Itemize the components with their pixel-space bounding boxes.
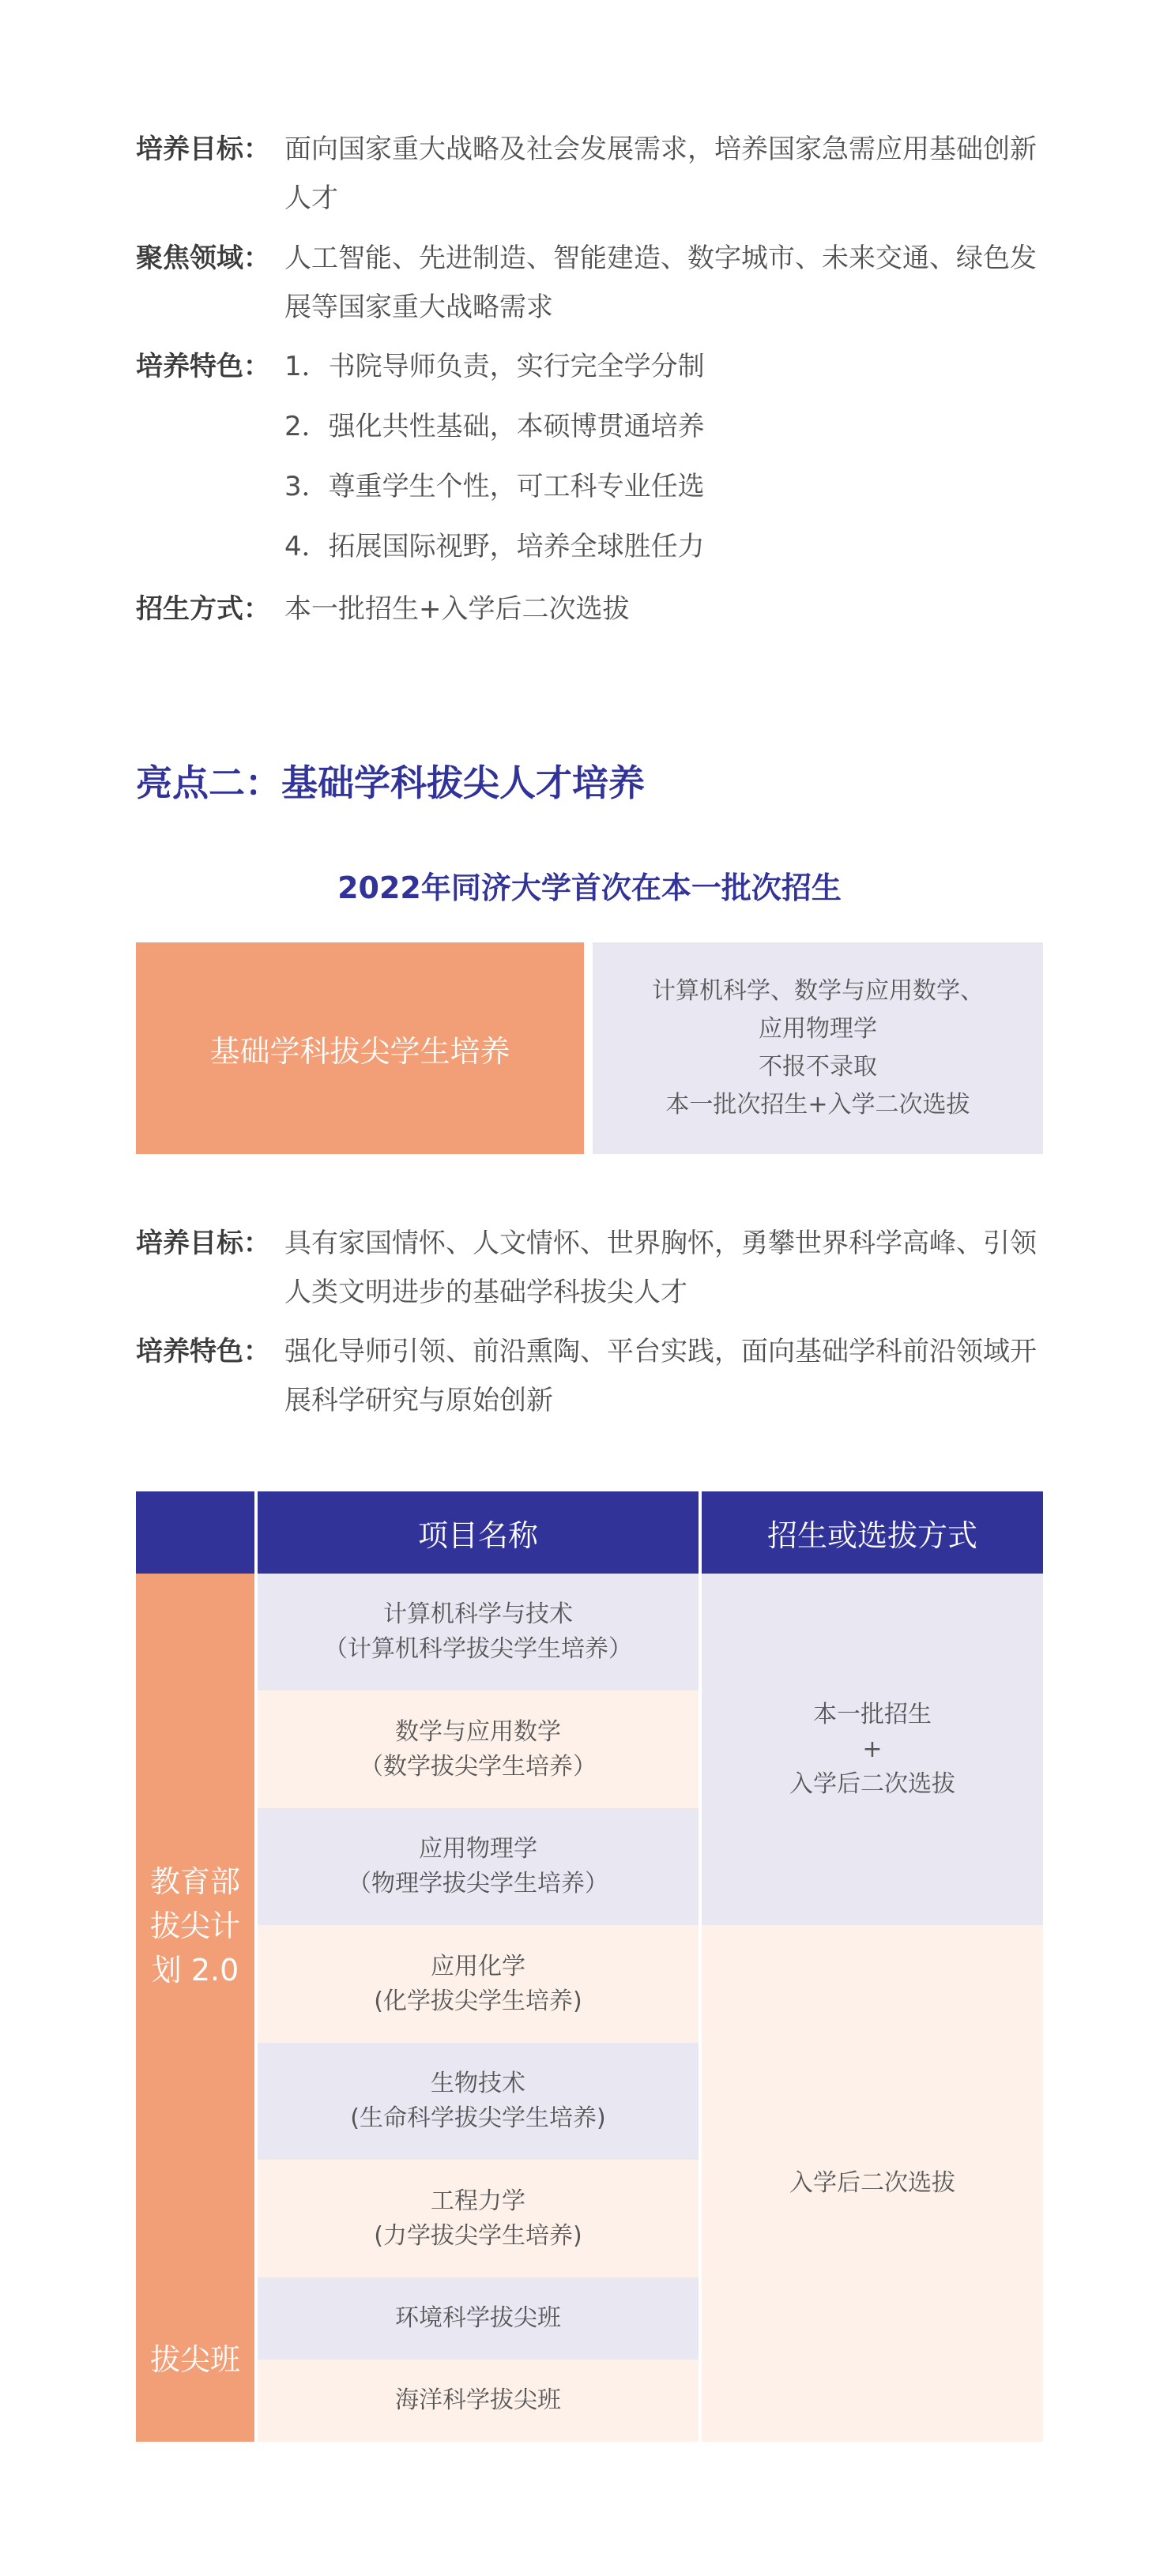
method-cell-1 bbox=[702, 1574, 1043, 1925]
admission-value: 本一批招生+入学后二次选拔 bbox=[284, 593, 630, 625]
section-heading: 亮点二：基础学科拔尖人才培养 bbox=[136, 762, 645, 804]
table-row bbox=[258, 1808, 699, 1925]
info-line: 应用物理学 bbox=[759, 1015, 877, 1043]
feature-item: 1．书院导师负责，实行完全学分制 bbox=[284, 351, 705, 382]
row-title: 生物技术 bbox=[431, 2070, 525, 2097]
table-row bbox=[258, 1690, 699, 1808]
row-title: 计算机科学与技术 bbox=[383, 1600, 573, 1628]
group-cell-class: 拔尖班 bbox=[136, 2277, 254, 2442]
feature-list bbox=[284, 342, 1043, 571]
row-subtitle: (力学拔尖学生培养) bbox=[374, 2221, 582, 2250]
method-line: 入学后二次选拔 bbox=[789, 1769, 955, 1798]
row-title: 应用物理学 bbox=[419, 1835, 537, 1863]
table-row bbox=[258, 2277, 699, 2360]
focus-value: 人工智能、先进制造、智能建造、数字城市、未来交通、绿色发展等国家重大战略需求 bbox=[284, 243, 1037, 323]
group-line: 拔尖计 bbox=[149, 1908, 240, 1943]
row-title: 数学与应用数学 bbox=[395, 1717, 561, 1746]
table-row bbox=[258, 1925, 699, 2043]
admission-label: 招生方式： bbox=[136, 593, 270, 625]
goal-label: 培养目标： bbox=[136, 134, 270, 165]
table-row bbox=[258, 1574, 699, 1690]
feature-row-2 bbox=[136, 1327, 1043, 1425]
table-row bbox=[258, 2043, 699, 2160]
table-header-method: 招生或选拔方式 bbox=[702, 1491, 1043, 1574]
row-subtitle: （数学拔尖学生培养） bbox=[360, 1752, 597, 1781]
feature-label: 培养特色： bbox=[136, 1336, 270, 1367]
group-cell-program bbox=[136, 1574, 254, 2277]
group-line: 划 2.0 bbox=[151, 1952, 239, 1987]
info-line: 本一批次招生+入学二次选拔 bbox=[665, 1091, 970, 1119]
table-row bbox=[258, 2160, 699, 2277]
goal-value: 面向国家重大战略及社会发展需求，培养国家急需应用基础创新人才 bbox=[284, 134, 1037, 214]
goal-row-2 bbox=[136, 1219, 1043, 1317]
goal-value: 具有家国情怀、人文情怀、世界胸怀，勇攀世界科学高峰、引领人类文明进步的基础学科拔尖人才 bbox=[284, 1228, 1037, 1308]
table-header-blank bbox=[136, 1491, 254, 1574]
method-line: 本一批招生 bbox=[813, 1700, 932, 1728]
feature-item: 4．拓展国际视野，培养全球胜任力 bbox=[284, 531, 705, 562]
group-line: 教育部 bbox=[149, 1863, 240, 1899]
row-title: 环境科学拔尖班 bbox=[395, 2304, 561, 2332]
focus-label: 聚焦领域： bbox=[136, 243, 270, 274]
feature-item: 2．强化共性基础，本硕博贯通培养 bbox=[284, 411, 705, 442]
method-line: + bbox=[862, 1735, 883, 1763]
goal-row bbox=[136, 125, 1043, 223]
row-title: 工程力学 bbox=[431, 2187, 525, 2215]
info-line: 不报不录取 bbox=[759, 1053, 877, 1081]
program-info-box bbox=[593, 942, 1043, 1154]
admission-row bbox=[136, 585, 1043, 634]
row-subtitle: （计算机科学拔尖学生培养） bbox=[324, 1635, 632, 1663]
program-table bbox=[136, 1491, 1043, 2442]
feature-item: 3．尊重学生个性，可工科专业任选 bbox=[284, 471, 705, 502]
focus-row bbox=[136, 234, 1043, 332]
program-box: 基础学科拔尖学生培养 bbox=[136, 942, 584, 1154]
table-header-name: 项目名称 bbox=[258, 1491, 699, 1574]
goal-label: 培养目标： bbox=[136, 1228, 270, 1259]
info-line: 计算机科学、数学与应用数学、 bbox=[652, 977, 984, 1005]
method-cell-2: 入学后二次选拔 bbox=[702, 1925, 1043, 2442]
row-subtitle: (生命科学拔尖学生培养) bbox=[350, 2104, 606, 2132]
row-subtitle: （物理学拔尖学生培养） bbox=[348, 1870, 608, 1897]
row-title: 应用化学 bbox=[431, 1952, 525, 1980]
feature-label: 培养特色： bbox=[136, 351, 270, 382]
section-subheading: 2022年同济大学首次在本一批次招生 bbox=[337, 871, 842, 905]
feature-row bbox=[136, 342, 1043, 571]
row-title: 海洋科学拔尖班 bbox=[395, 2386, 561, 2414]
row-subtitle: (化学拔尖学生培养) bbox=[374, 1987, 582, 2015]
feature-value: 强化导师引领、前沿熏陶、平台实践，面向基础学科前沿领域开展科学研究与原始创新 bbox=[284, 1336, 1037, 1416]
table-row bbox=[258, 2360, 699, 2442]
